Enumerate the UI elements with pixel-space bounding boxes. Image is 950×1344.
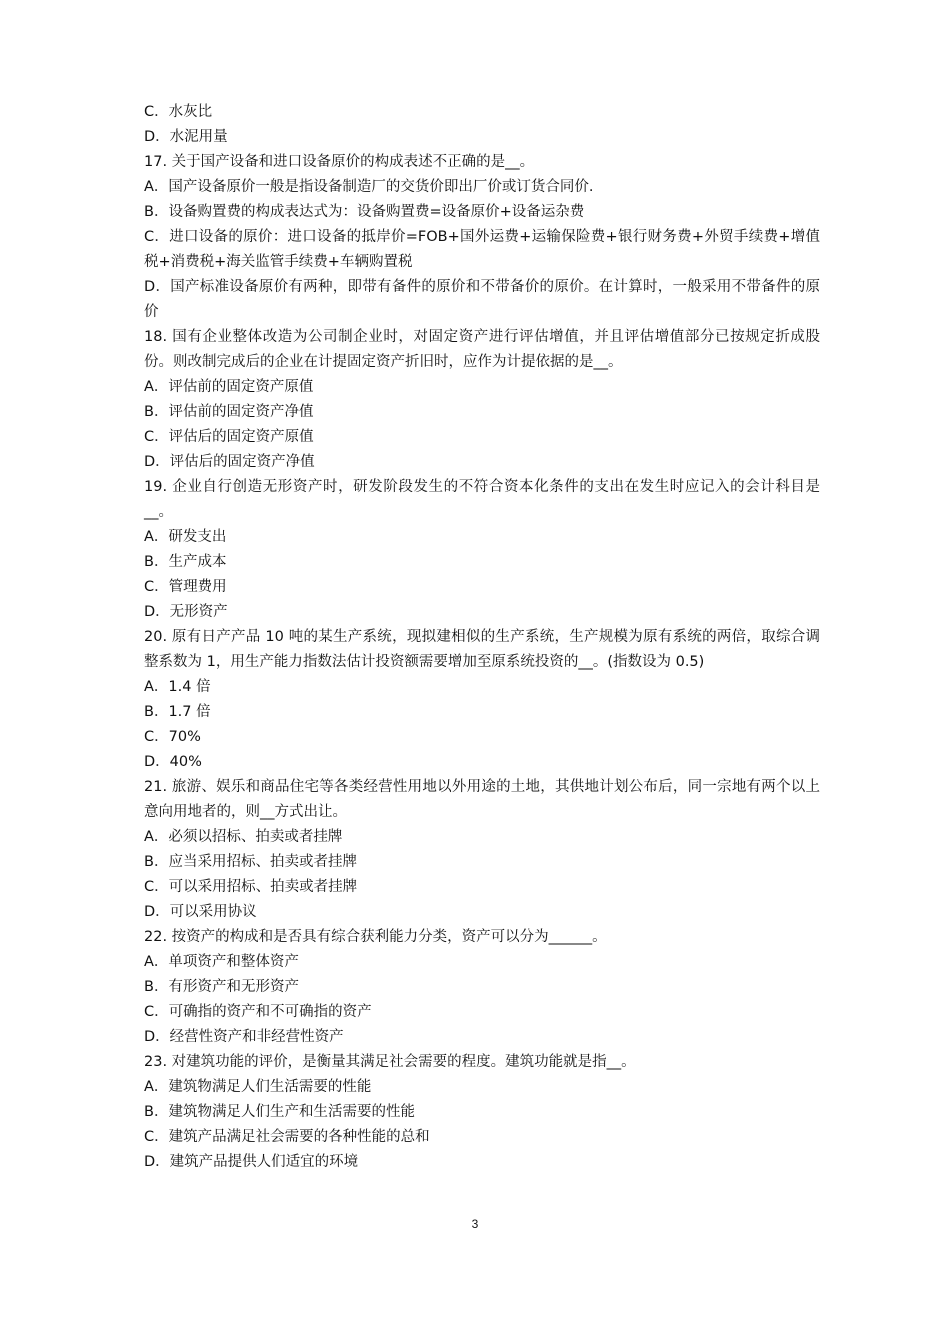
option-a-23: A．建筑物满足人们生活需要的性能: [144, 1079, 372, 1095]
option-a-22: A．单项资产和整体资产: [144, 954, 299, 970]
option-a-19: A．研发支出: [144, 529, 227, 545]
question-22: 22. 按资产的构成和是否具有综合获利能力分类，资产可以分为______。: [144, 929, 607, 945]
option-b-20: B．1.7 倍: [144, 704, 211, 720]
option-c-20: C．70%: [144, 729, 201, 745]
option-b-22: B．有形资产和无形资产: [144, 979, 299, 995]
option-a-21: A．必须以招标、拍卖或者挂牌: [144, 829, 343, 845]
option-d-17: D．国产标准设备原价有两种，即带有备件的原价和不带备价的原价。在计算时，一般采用不带备件的原价: [144, 279, 820, 320]
question-list: [144, 100, 820, 1175]
option-d-16: D．水泥用量: [144, 129, 228, 145]
option-c-22: C．可确指的资产和不可确指的资产: [144, 1004, 372, 1020]
option-d-19: D．无形资产: [144, 604, 228, 620]
option-c-21: C．可以采用招标、拍卖或者挂牌: [144, 879, 358, 895]
option-a-18: A．评估前的固定资产原值: [144, 379, 314, 395]
question-23: 23. 对建筑功能的评价，是衡量其满足社会需要的程度。建筑功能就是指__。: [144, 1054, 636, 1070]
option-d-20: D．40%: [144, 754, 202, 770]
option-c-18: C．评估后的固定资产原值: [144, 429, 314, 445]
option-c-19: C．管理费用: [144, 579, 227, 595]
option-b-17: B．设备购置费的构成表达式为：设备购置费=设备原价+设备运杂费: [144, 204, 585, 220]
option-b-18: B．评估前的固定资产净值: [144, 404, 314, 420]
option-d-18: D．评估后的固定资产净值: [144, 454, 315, 470]
option-d-21: D．可以采用协议: [144, 904, 257, 920]
question-20: 20. 原有日产产品 10 吨的某生产系统，现拟建相似的生产系统，生产规模为原有系统的两倍，取综合调整系数为 1，用生产能力指数法估计投资额需要增加至原系统投资的__。(指数设为 0.5): [144, 629, 820, 670]
option-a-17: A．国产设备原价一般是指设备制造厂的交货价即出厂价或订货合同价.: [144, 179, 594, 195]
question-18: 18. 国有企业整体改造为公司制企业时，对固定资产进行评估增值，并且评估增值部分已按规定折成股份。则改制完成后的企业在计提固定资产折旧时，应作为计提依据的是__。: [144, 329, 820, 370]
option-b-21: B．应当采用招标、拍卖或者挂牌: [144, 854, 357, 870]
option-c-23: C．建筑产品满足社会需要的各种性能的总和: [144, 1129, 430, 1145]
option-d-23: D．建筑产品提供人们适宜的环境: [144, 1154, 359, 1170]
option-b-23: B．建筑物满足人们生产和生活需要的性能: [144, 1104, 415, 1120]
option-a-20: A．1.4 倍: [144, 679, 211, 695]
question-19: 19. 企业自行创造无形资产时，研发阶段发生的不符合资本化条件的支出在发生时应记入的会计科目是__。: [144, 479, 820, 520]
option-b-19: B．生产成本: [144, 554, 227, 570]
option-c-17: C．进口设备的原价：进口设备的抵岸价=FOB+国外运费+运输保险费+银行财务费+外贸手续费+增值税+消费税+海关监管手续费+车辆购置税: [144, 229, 820, 270]
option-c-16: C．水灰比: [144, 104, 213, 120]
page-number: 3: [471, 1217, 479, 1231]
question-21: 21. 旅游、娱乐和商品住宅等各类经营性用地以外用途的土地，其供地计划公布后，同一宗地有两个以上意向用地者的，则__方式出让。: [144, 779, 820, 820]
option-d-22: D．经营性资产和非经营性资产: [144, 1029, 344, 1045]
question-17: 17. 关于国产设备和进口设备原价的构成表述不正确的是__。: [144, 154, 535, 170]
